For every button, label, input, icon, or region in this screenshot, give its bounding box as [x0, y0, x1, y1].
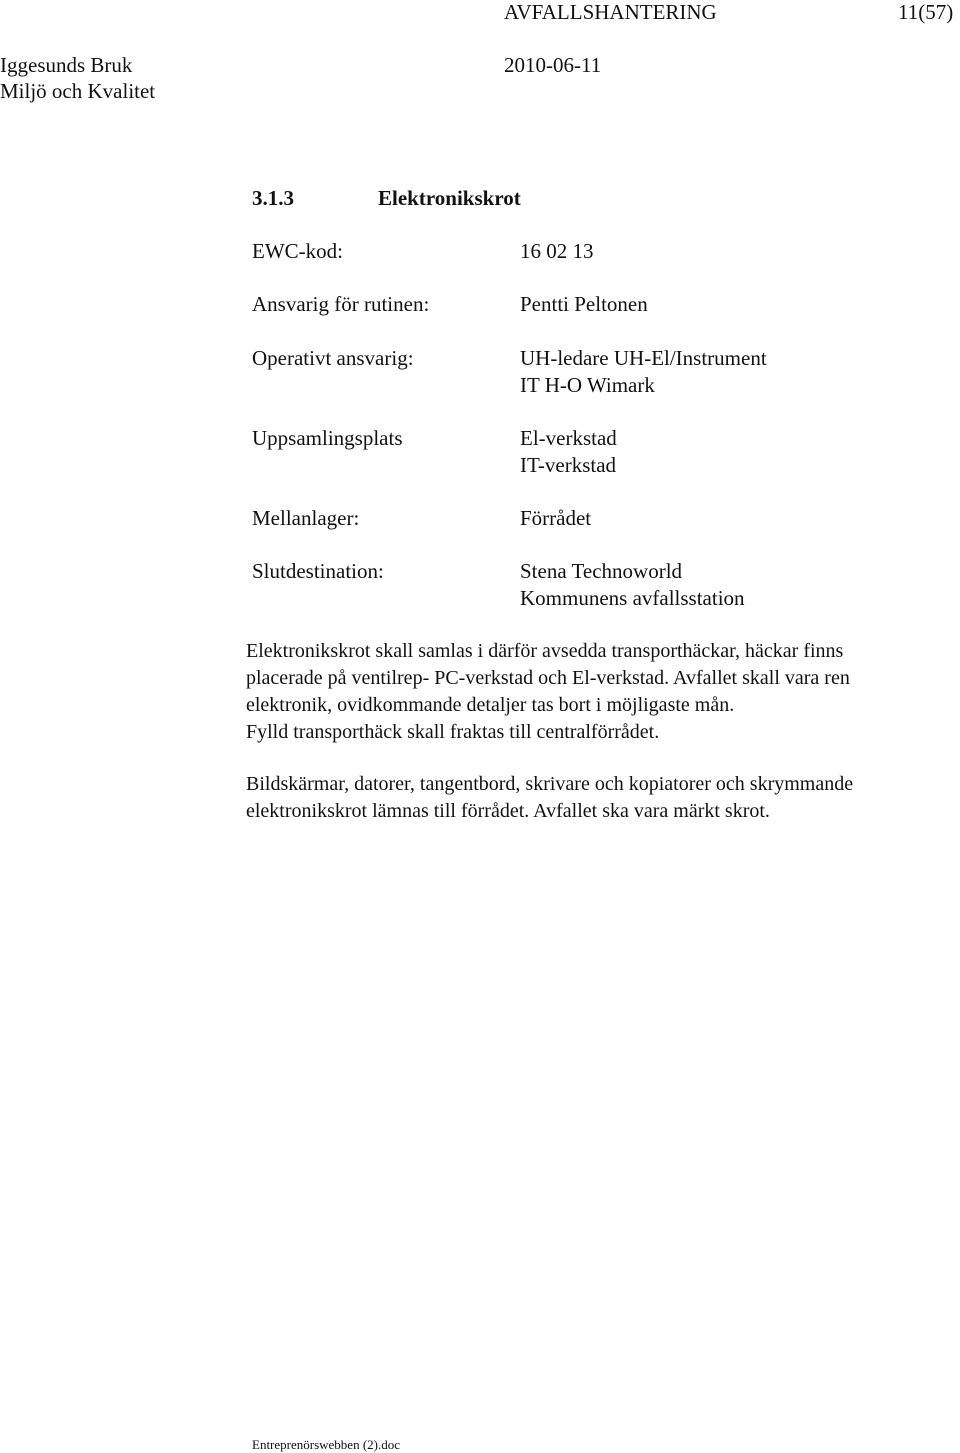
paragraph-line: placerade på ventilrep- PC-verkstad och El-verkstad. Avfallet skall vara ren — [246, 667, 850, 689]
field-label-slutdestination: Slutdestination: — [252, 559, 384, 583]
section-title: Elektronikskrot — [378, 186, 521, 210]
field-label-ewc: EWC-kod: — [252, 239, 343, 263]
field-label-operativt: Operativt ansvarig: — [252, 346, 414, 370]
paragraph-line: Fylld transporthäck skall fraktas till centralförrådet. — [246, 721, 660, 743]
field-value-ansvarig: Pentti Peltonen — [520, 292, 648, 316]
paragraph-line: Bildskärmar, datorer, tangentbord, skrivare och kopiatorer och skrymmande — [246, 773, 854, 795]
body-paragraph-1 — [246, 638, 946, 746]
field-label-mellanlager: Mellanlager: — [252, 506, 360, 530]
field-value-operativt-2: IT H-O Wimark — [520, 373, 655, 397]
company-name: Iggesunds Bruk — [0, 53, 133, 77]
paragraph-line: Elektronikskrot skall samlas i därför avsedda transporthäckar, häckar finns — [246, 640, 844, 662]
paragraph-line: elektronik, ovidkommande detaljer tas bort i möjligaste mån. — [246, 694, 735, 716]
document-date: 2010-06-11 — [504, 53, 602, 77]
body-paragraph-2 — [246, 771, 946, 825]
field-value-slutdestination-1: Stena Technoworld — [520, 559, 683, 583]
field-label-uppsamlingsplats: Uppsamlingsplats — [252, 426, 403, 450]
field-value-ewc: 16 02 13 — [520, 239, 594, 263]
footer-filename: Entreprenörswebben (2).doc — [252, 1437, 400, 1452]
field-value-mellanlager: Förrådet — [520, 506, 592, 530]
field-value-uppsamlingsplats-1: El-verkstad — [520, 426, 617, 450]
page-number: 11(57) — [898, 0, 954, 24]
field-label-ansvarig: Ansvarig för rutinen: — [252, 292, 430, 316]
field-value-uppsamlingsplats-2: IT-verkstad — [520, 453, 617, 477]
document-title: AVFALLSHANTERING — [504, 0, 717, 24]
field-value-slutdestination-2: Kommunens avfallsstation — [520, 586, 745, 610]
section-number: 3.1.3 — [252, 186, 294, 210]
field-value-operativt-1: UH-ledare UH-El/Instrument — [520, 346, 767, 370]
paragraph-line: elektronikskrot lämnas till förrådet. Avfallet ska vara märkt skrot. — [246, 800, 770, 822]
department-name: Miljö och Kvalitet — [0, 79, 156, 103]
